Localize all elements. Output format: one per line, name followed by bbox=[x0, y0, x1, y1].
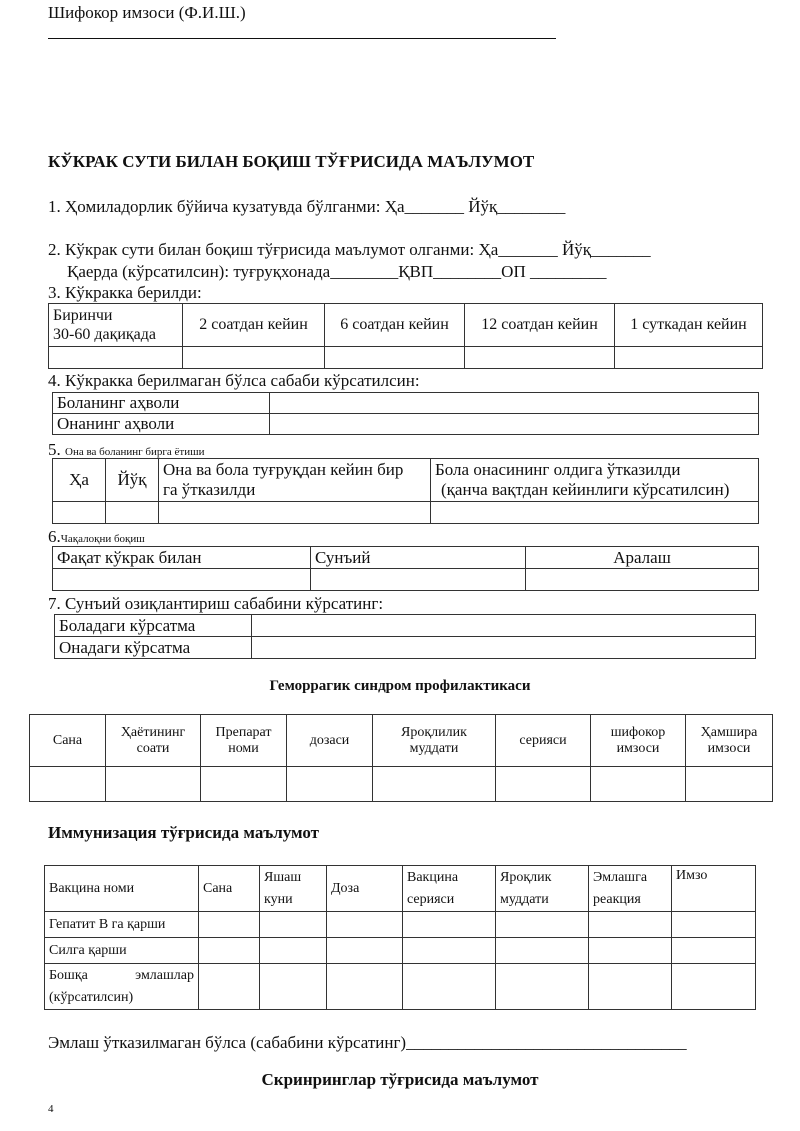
other-date-input[interactable] bbox=[199, 964, 260, 1010]
after-2h-input[interactable] bbox=[183, 347, 325, 369]
hemorrhagic-table bbox=[29, 714, 773, 802]
artificial-header: Сунъий bbox=[311, 547, 526, 569]
vexpiry-line-1: Яроқлик bbox=[500, 869, 552, 885]
rooming-in-table bbox=[52, 458, 759, 524]
other-line-1 bbox=[49, 965, 194, 987]
after-1day-header: 1 суткадан кейин bbox=[615, 304, 763, 347]
after-2h-header: 2 соатдан кейин bbox=[183, 304, 325, 347]
artificial-feeding-reason-table bbox=[54, 614, 756, 659]
other-word-2: эмлашлар bbox=[135, 967, 194, 983]
not-breastfed-reason-table bbox=[52, 392, 759, 435]
other-line-2: (кўрсатилсин) bbox=[49, 989, 134, 1005]
together-line-2: га ўтказилди bbox=[163, 480, 256, 499]
vaccine-dose-header: Доза bbox=[327, 866, 403, 912]
together-input[interactable] bbox=[159, 502, 431, 524]
hepb-dose-input[interactable] bbox=[327, 912, 403, 938]
question-6-text: Чақалоқни боқиш bbox=[60, 533, 145, 545]
doctor-sig-line-1: шифокор bbox=[610, 724, 666, 740]
hemo-drug-input[interactable] bbox=[201, 767, 287, 802]
together-line-1: Она ва бола туғруқдан кейин бир bbox=[163, 460, 404, 479]
hemo-date-input[interactable] bbox=[30, 767, 106, 802]
breast-only-input[interactable] bbox=[53, 569, 311, 591]
reaction-line-2: реакция bbox=[593, 891, 641, 907]
transferred-line-2: (қанча вақтдан кейинлиги кўрсатилсин) bbox=[441, 480, 730, 499]
nurse-sig-line-1: Ҳамшира bbox=[700, 724, 758, 740]
after-1day-input[interactable] bbox=[615, 347, 763, 369]
first-30-60-min-cell bbox=[49, 304, 183, 347]
hemo-dose-header: дозаси bbox=[287, 715, 373, 767]
question-7-label: 7. Сунъий озиқлантириш сабабини кўрсатинг: bbox=[48, 594, 384, 613]
question-5-label bbox=[48, 440, 204, 460]
hemo-dose-input[interactable] bbox=[287, 767, 373, 802]
question-2-where: Қаерда (кўрсатилсин): туғруқхонада________ҚВП________ОП _________ bbox=[67, 262, 607, 281]
page-number: 4 bbox=[48, 1103, 54, 1115]
mother-condition-label: Онанинг аҳволи bbox=[53, 414, 270, 435]
artificial-input[interactable] bbox=[311, 569, 526, 591]
first-time-label: 30-60 дақиқада bbox=[53, 326, 157, 343]
vaccine-age-header bbox=[260, 866, 327, 912]
after-6h-header: 6 соатдан кейин bbox=[325, 304, 465, 347]
hepb-expiry-input[interactable] bbox=[496, 912, 589, 938]
vaccine-expiry-header bbox=[496, 866, 589, 912]
other-vaccines-row-label bbox=[45, 964, 199, 1010]
rooming-yes-input[interactable] bbox=[53, 502, 106, 524]
hemo-series-input[interactable] bbox=[496, 767, 591, 802]
other-word-1: Бошқа bbox=[49, 967, 88, 983]
first-30-60-min-input[interactable] bbox=[49, 347, 183, 369]
hemo-doctor-sig-header bbox=[591, 715, 686, 767]
hemo-nurse-sig-input[interactable] bbox=[686, 767, 773, 802]
other-series-input[interactable] bbox=[403, 964, 496, 1010]
question-2: 2. Кўкрак сути билан боқиш тўғрисида маълумот олганми: Ҳа_______ Йўқ_______ bbox=[48, 240, 651, 259]
reaction-line-1: Эмлашга bbox=[593, 869, 648, 885]
other-signature-input[interactable] bbox=[672, 964, 756, 1010]
expiry-line-1: Яроқлилик bbox=[401, 724, 467, 740]
tb-dose-input[interactable] bbox=[327, 938, 403, 964]
hepb-signature-input[interactable] bbox=[672, 912, 756, 938]
hepatitis-b-row-label: Гепатит В га қарши bbox=[45, 912, 199, 938]
mother-indication-input[interactable] bbox=[252, 637, 756, 659]
vexpiry-line-2: муддати bbox=[500, 891, 549, 907]
hepb-date-input[interactable] bbox=[199, 912, 260, 938]
mother-condition-input[interactable] bbox=[270, 414, 759, 435]
other-dose-input[interactable] bbox=[327, 964, 403, 1010]
mixed-input[interactable] bbox=[526, 569, 759, 591]
hemo-drug-header bbox=[201, 715, 287, 767]
tb-age-input[interactable] bbox=[260, 938, 327, 964]
page-title: КЎКРАК СУТИ БИЛАН БОҚИШ ТЎҒРИСИДА МАЪЛУМОТ bbox=[48, 152, 535, 171]
life-hour-line-2: соати bbox=[136, 740, 170, 756]
drug-line-1: Препарат bbox=[215, 724, 272, 740]
tb-series-input[interactable] bbox=[403, 938, 496, 964]
first-label: Биринчи bbox=[53, 307, 113, 324]
tb-signature-input[interactable] bbox=[672, 938, 756, 964]
child-indication-label: Боладаги кўрсатма bbox=[55, 615, 252, 637]
breast-only-header: Фақат кўкрак билан bbox=[53, 547, 311, 569]
vaccine-reaction-header bbox=[589, 866, 672, 912]
rooming-no-input[interactable] bbox=[106, 502, 159, 524]
vaccine-date-header: Сана bbox=[199, 866, 260, 912]
question-1: 1. Ҳомиладорлик бўйича кузатувда бўлганми: Ҳа_______ Йўқ________ bbox=[48, 197, 566, 216]
rooming-no-header: Йўқ bbox=[106, 459, 159, 502]
expiry-line-2: муддати bbox=[409, 740, 459, 756]
breastfed-table bbox=[48, 303, 763, 369]
question-6-label bbox=[48, 527, 145, 547]
immunization-title: Иммунизация тўғрисида маълумот bbox=[48, 823, 320, 842]
vseries-line-2: серияси bbox=[407, 891, 455, 907]
rooming-yes-header: Ҳа bbox=[53, 459, 106, 502]
other-age-input[interactable] bbox=[260, 964, 327, 1010]
hemo-expiry-input[interactable] bbox=[373, 767, 496, 802]
hemo-life-hour-input[interactable] bbox=[106, 767, 201, 802]
hepb-reaction-input[interactable] bbox=[589, 912, 672, 938]
nurse-sig-line-2: имзоси bbox=[707, 740, 751, 756]
vseries-line-1: Вакцина bbox=[407, 869, 459, 885]
hepb-series-input[interactable] bbox=[403, 912, 496, 938]
life-hour-line-1: Ҳаётининг bbox=[120, 724, 186, 740]
tb-expiry-input[interactable] bbox=[496, 938, 589, 964]
after-6h-input[interactable] bbox=[325, 347, 465, 369]
together-after-birth-header bbox=[159, 459, 431, 502]
transferred-line-1: Бола онасининг олдига ўтказилди bbox=[435, 460, 681, 479]
mixed-header: Аралаш bbox=[526, 547, 759, 569]
child-condition-input[interactable] bbox=[270, 393, 759, 414]
hemo-expiry-header bbox=[373, 715, 496, 767]
vaccine-name-header: Вакцина номи bbox=[45, 866, 199, 912]
tb-date-input[interactable] bbox=[199, 938, 260, 964]
question-5-text: Она ва боланинг бирга ётиши bbox=[65, 446, 205, 458]
doctor-signature-label: Шифокор имзоси (Ф.И.Ш.) bbox=[48, 3, 246, 22]
other-reaction-input[interactable] bbox=[589, 964, 672, 1010]
hemo-life-hour-header bbox=[106, 715, 201, 767]
after-12h-header: 12 соатдан кейин bbox=[465, 304, 615, 347]
doctor-sig-line-2: имзоси bbox=[616, 740, 660, 756]
signature-line bbox=[48, 38, 556, 39]
after-12h-input[interactable] bbox=[465, 347, 615, 369]
child-condition-label: Боланинг аҳволи bbox=[53, 393, 270, 414]
question-4-label: 4. Кўкракка берилмаган бўлса сабаби кўрсатилсин: bbox=[48, 371, 420, 390]
tb-reaction-input[interactable] bbox=[589, 938, 672, 964]
question-5-number: 5. bbox=[48, 440, 65, 459]
not-vaccinated-reason: Эмлаш ўтказилмаган бўлса (сабабини кўрсатинг)_________________________________ bbox=[48, 1033, 687, 1052]
screenings-title: Скринринглар тўғрисида маълумот bbox=[261, 1070, 539, 1089]
vaccine-signature-header: Имзо bbox=[672, 866, 756, 912]
mother-indication-label: Онадаги кўрсатма bbox=[55, 637, 252, 659]
hemo-nurse-sig-header bbox=[686, 715, 773, 767]
hemo-date-header: Сана bbox=[30, 715, 106, 767]
child-indication-input[interactable] bbox=[252, 615, 756, 637]
hemorrhagic-title: Геморрагик синдром профилактикаси bbox=[269, 678, 531, 694]
hepb-age-input[interactable] bbox=[260, 912, 327, 938]
hemo-doctor-sig-input[interactable] bbox=[591, 767, 686, 802]
drug-line-2: номи bbox=[228, 740, 259, 756]
question-6-number: 6. bbox=[48, 527, 61, 546]
transferred-input[interactable] bbox=[431, 502, 759, 524]
transferred-to-mother-header bbox=[431, 459, 759, 502]
feeding-type-table bbox=[52, 546, 759, 591]
hemo-series-header: серияси bbox=[496, 715, 591, 767]
vaccine-series-header bbox=[403, 866, 496, 912]
immunization-table bbox=[44, 865, 756, 1010]
age-line-2: куни bbox=[264, 891, 293, 907]
other-expiry-input[interactable] bbox=[496, 964, 589, 1010]
tuberculosis-row-label: Силга қарши bbox=[45, 938, 199, 964]
age-line-1: Яшаш bbox=[264, 869, 302, 885]
question-3-label: 3. Кўкракка берилди: bbox=[48, 283, 202, 302]
